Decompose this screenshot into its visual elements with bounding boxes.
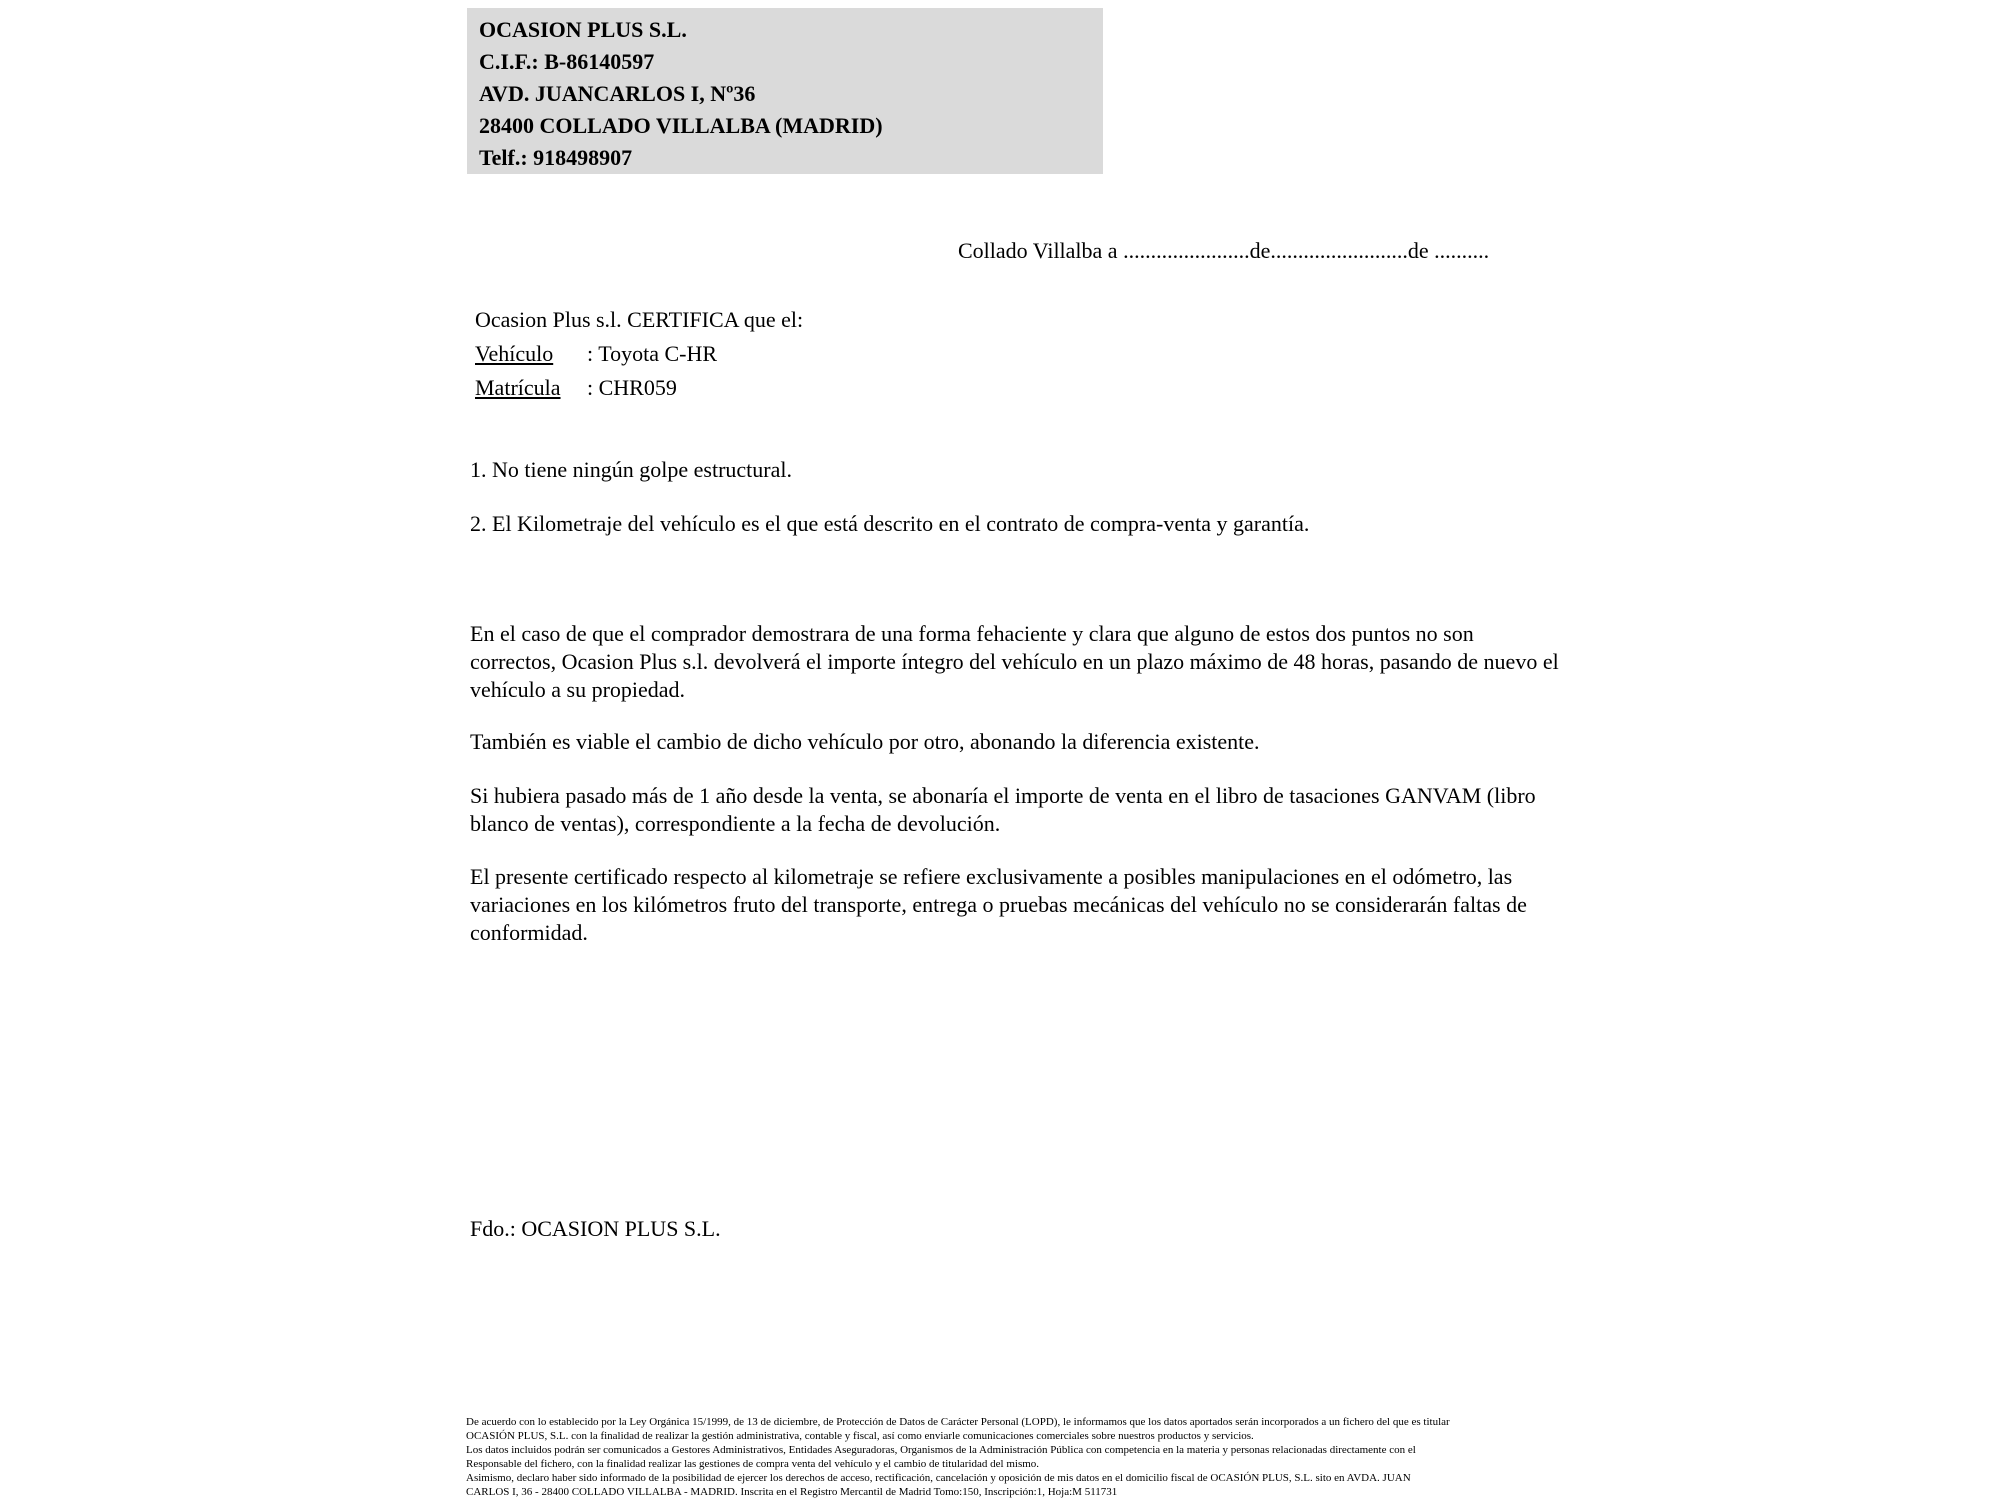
company-cif: C.I.F.: B-86140597 — [479, 49, 655, 74]
certified-point-1: 1. No tiene ningún golpe estructural. — [470, 457, 792, 482]
vehicle-value: : Toyota C-HR — [587, 341, 718, 366]
certify-intro: Ocasion Plus s.l. CERTIFICA que el: — [475, 307, 804, 332]
legal-footer — [466, 1415, 1450, 1499]
plate-row — [475, 371, 803, 405]
refund-paragraph: En el caso de que el comprador demostrara de una forma fehaciente y clara que alguno de estos dos puntos no son correctos, Ocasion Plus s.l. devolverá el importe íntegro del vehículo en un plazo máximo de 48 horas, pasando de nuevo el vehículo a su propiedad. — [470, 621, 1559, 702]
signature-line: Fdo.: OCASION PLUS S.L. — [470, 1216, 721, 1241]
certification-block — [475, 303, 803, 405]
company-name: OCASION PLUS S.L. — [479, 17, 687, 42]
odometer-paragraph: El presente certificado respecto al kilometraje se refiere exclusivamente a posibles manipulaciones en el odómetro, las variaciones en los kilómetros fruto del transporte, entrega o pruebas mecánicas del vehículo no se considerarán faltas de conformidad. — [470, 864, 1527, 945]
certified-point-2: 2. El Kilometraje del vehículo es el que está descrito en el contrato de compra-venta y garantía. — [470, 511, 1310, 536]
vehicle-label: Vehículo — [475, 341, 554, 366]
plate-value: : CHR059 — [587, 375, 677, 400]
legal-footer-line: CARLOS I, 36 - 28400 COLLADO VILLALBA - MADRID. Inscrita en el Registro Mercantil de Madrid Tomo:150, Inscripción:1, Hoja:M 511731 — [466, 1486, 1118, 1498]
legal-footer-line: Los datos incluidos podrán ser comunicados a Gestores Administrativos, Entidades Aseguradoras, Organismos de la Administración Pública con competencia en la materia y personas relacionadas directamente con el — [466, 1444, 1416, 1456]
plate-label: Matrícula — [475, 375, 561, 400]
date-place-line: Collado Villalba a .......................de.........................de .......... — [958, 238, 1490, 263]
company-city: 28400 COLLADO VILLALBA (MADRID) — [479, 113, 883, 138]
ganvam-paragraph: Si hubiera pasado más de 1 año desde la venta, se abonaría el importe de venta en el libro de tasaciones GANVAM (libro blanco de ventas), correspondiente a la fecha de devolución. — [470, 783, 1536, 836]
exchange-paragraph: También es viable el cambio de dicho vehículo por otro, abonando la diferencia existente. — [470, 729, 1260, 754]
legal-footer-line: De acuerdo con lo establecido por la Ley Orgánica 15/1999, de 13 de diciembre, de Protección de Datos de Carácter Personal (LOPD), le informamos que los datos aportados serán incorporados a un fichero del que es titular — [466, 1416, 1450, 1428]
legal-footer-line: Asimismo, declaro haber sido informado de la posibilidad de ejercer los derechos de acceso, rectificación, cancelación y oposición de mis datos en el domicilio fiscal de OCASIÓN PLUS, S.L. sito en AVDA. JUAN — [466, 1472, 1411, 1484]
company-phone: Telf.: 918498907 — [479, 145, 633, 170]
legal-footer-line: OCASIÓN PLUS, S.L. con la finalidad de realizar la gestión administrativa, contable y fiscal, así como enviarle comunicaciones comerciales sobre nuestros productos y servicios. — [466, 1430, 1254, 1442]
vehicle-row — [475, 337, 803, 371]
company-address: AVD. JUANCARLOS I, Nº36 — [479, 81, 756, 106]
legal-footer-line: Responsable del fichero, con la finalidad realizar las gestiones de compra venta del vehículo y el cambio de titularidad del mismo. — [466, 1458, 1040, 1470]
company-header-block — [467, 8, 1103, 174]
